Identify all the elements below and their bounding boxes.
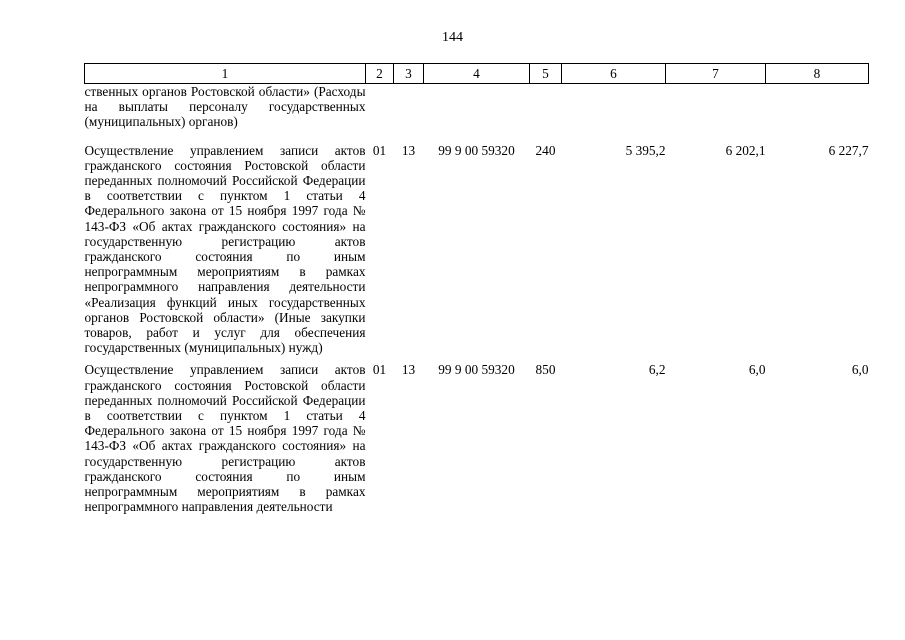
column-header: 4: [424, 64, 530, 84]
cell-subsection: 13: [401, 142, 416, 158]
column-header: 3: [394, 64, 424, 84]
cell-amount: 5 395,2: [625, 142, 666, 158]
column-header: 7: [666, 64, 766, 84]
column-header: 5: [530, 64, 562, 84]
row-description: ственных органов Ростовской области» (Расходы на выплаты персоналу государственных (муниципальных) органов): [84, 84, 366, 130]
cell-amount: 6,2: [648, 362, 666, 378]
cell-amount: 6,0: [748, 362, 766, 378]
table-row: [85, 138, 869, 356]
budget-table: [84, 63, 869, 514]
cell-subsection: 13: [401, 362, 416, 378]
cell-amount: 6 202,1: [725, 142, 766, 158]
column-header: 2: [366, 64, 394, 84]
row-description: Осуществление управлением записи актов гражданского состояния Ростовской области переданных полномочий Российской Федерации в соответствии с пунктом 1 статьи 4 Федерального закона от 15 ноября 1997 года № 143-ФЗ «Об актах гражданского состояния» на государственную регистрацию актов гражданского состояния по иным непрограммным мероприятиям в рамках непрограммного направления деятельности «Реализация функций иных государственных органов Ростовской области» (Иные закупки товаров, работ и услуг для обеспечения государственных (муниципальных) нужд): [84, 142, 366, 356]
cell-amount: 6 227,7: [828, 142, 869, 158]
cell-amount: 6,0: [851, 362, 869, 378]
cell-target-item: 99 9 00 59320: [438, 142, 515, 158]
table-row: [85, 355, 869, 514]
header-row: [85, 64, 869, 84]
page-number: 144: [442, 30, 463, 45]
row-description: Осуществление управлением записи актов гражданского состояния Ростовской области переданных полномочий Российской Федерации в соответствии с пунктом 1 статьи 4 Федерального закона от 15 ноября 1997 года № 143-ФЗ «Об актах гражданского состояния» на государственную регистрацию актов гражданского состояния по иным непрограммным мероприятиям в рамках непрограммного направления деятельности: [84, 362, 366, 515]
column-header: 8: [766, 64, 869, 84]
cell-section: 01: [372, 362, 387, 378]
cell-section: 01: [372, 142, 387, 158]
cell-expense-type: 240: [535, 142, 556, 158]
table-row-continuation: [85, 84, 869, 138]
cell-target-item: 99 9 00 59320: [438, 362, 515, 378]
column-header: 1: [85, 64, 366, 84]
column-header: 6: [562, 64, 666, 84]
cell-expense-type: 850: [535, 362, 556, 378]
